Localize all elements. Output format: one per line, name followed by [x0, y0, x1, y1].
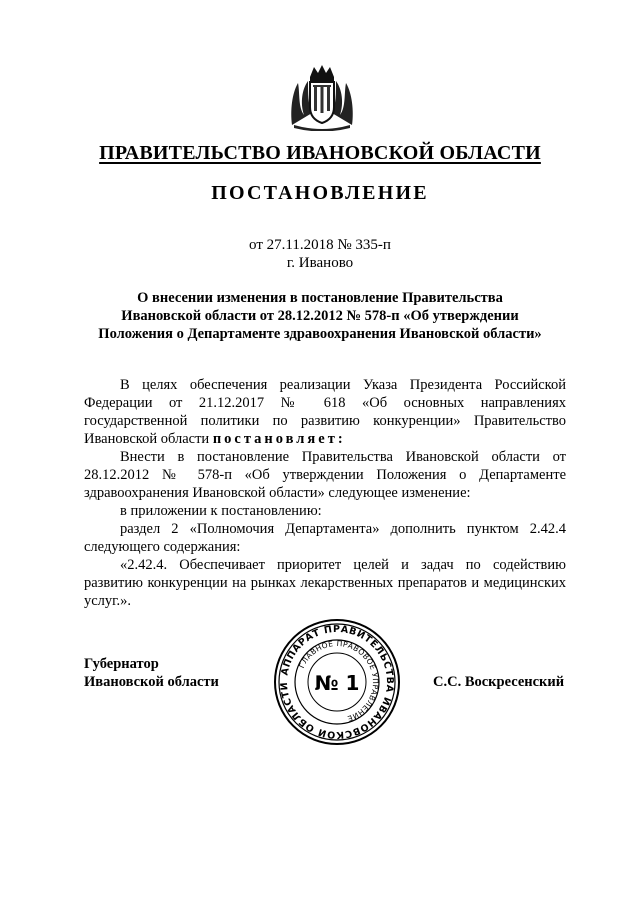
date-number: от 27.11.2018 № 335-п — [249, 237, 391, 253]
organization-title: ПРАВИТЕЛЬСТВО ИВАНОВСКОЙ ОБЛАСТИ — [99, 142, 541, 164]
paragraph-annex: в приложении к постановлению: — [120, 503, 322, 519]
coat-of-arms-icon — [288, 63, 356, 131]
resolution-keyword: постановляет: — [212, 431, 346, 447]
document-body — [84, 376, 566, 610]
heading-line: Положения о Департаменте здравоохранения Ивановской области» — [98, 326, 542, 342]
signatory-position: Губернатор Ивановской области — [84, 656, 219, 690]
heading-line: О внесении изменения в постановление Правительства — [137, 290, 503, 306]
stamp-number: № 1 — [314, 671, 360, 695]
city: г. Иваново — [286, 255, 354, 271]
paragraph-section: раздел 2 «Полномочия Департамента» дополнить пунктом 2.42.4 следующего содержания: — [84, 521, 566, 555]
paragraph-clause: «2.42.4. Обеспечивает приоритет целей и задач по содействию развитию конкуренции на рынках лекарственных препаратов и медицинских услуг.». — [84, 557, 566, 609]
heading-line: Ивановской области от 28.12.2012 № 578-п «Об утверждении — [121, 308, 519, 324]
paragraph-preamble: В целях обеспечения реализации Указа Президента Российской Федерации от 21.12.2017 № 618 «Об основных направлениях государственной политики по развитию конкуренции» Правительство Ивановской области постановляет: — [84, 377, 566, 447]
document-heading — [90, 289, 550, 343]
paragraph-amendment: Внести в постановление Правительства Ивановской области от 28.12.2012 № 578-п «Об утверждении Положения о Департаменте здравоохранения Ивановской области» следующее изменение: — [84, 449, 566, 501]
document-type: ПОСТАНОВЛЕНИЕ — [211, 182, 429, 204]
stamp-inner-text: ГЛАВНОЕ ПРАВОВОЕ УПРАВЛЕНИЕ — [297, 638, 381, 724]
official-stamp — [272, 617, 402, 747]
stamp-ring-text: АППАРАТ ПРАВИТЕЛЬСТВА ИВАНОВСКОЙ ОБЛАСТИ — [278, 623, 396, 741]
signatory-name: С.С. Воскресенский — [433, 674, 565, 690]
